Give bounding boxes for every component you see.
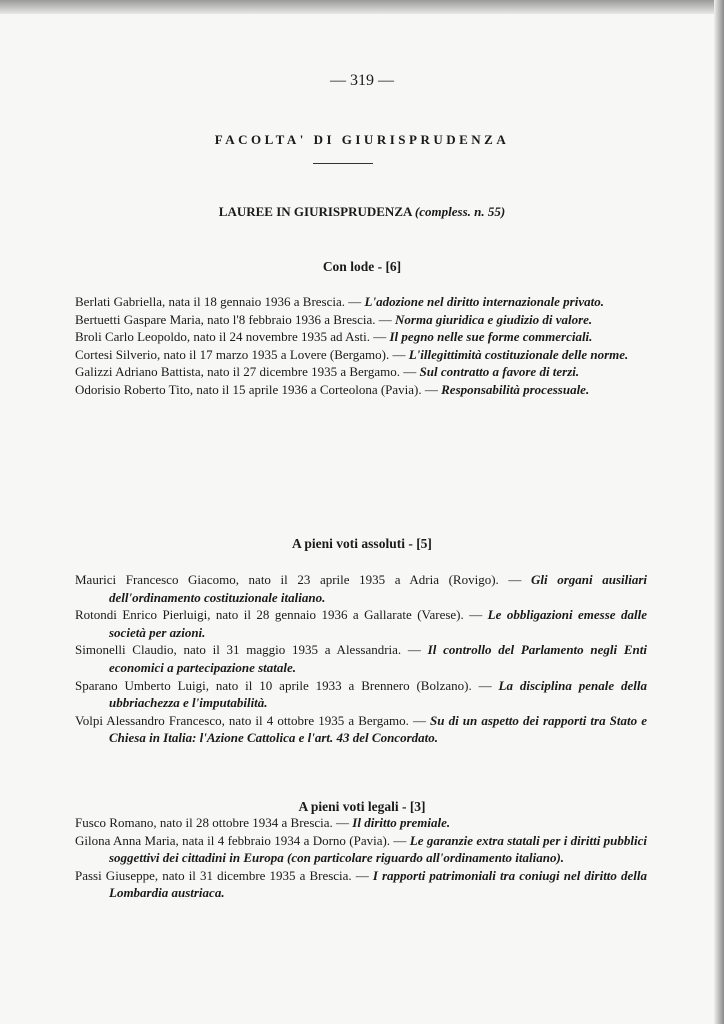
thesis-title: L'illegittimità costituzionale delle norme. — [408, 346, 629, 362]
section-title-pieni-voti-legali: A pieni voti legali - [3] — [298, 799, 426, 814]
thesis-title: Il controllo del Parlamento negli Enti economici a partecipazione statale. — [109, 642, 647, 675]
person: Passi Giuseppe, nato il 31 dicembre 1935 a Brescia. — — [75, 867, 373, 883]
thesis-title: Gli organi ausiliari dell'ordinamento costituzionale italiano. — [109, 572, 648, 605]
thesis-title: Le garanzie extra statali per i diritti pubblici soggettivi dei cittadini in Europa (con particolare riguardo all'ordinamento italiano). — [109, 832, 647, 866]
section-list-pieni-voti-legali — [75, 814, 647, 902]
person: Berlati Gabriella, nata il 18 gennaio 1936 a Brescia. — — [75, 294, 365, 309]
person: Fusco Romano, nato il 28 ottobre 1934 a Brescia. — — [75, 815, 353, 830]
person: Rotondi Enrico Pierluigi, nato il 28 gennaio 1936 a Gallarate (Varese). — — [75, 607, 488, 623]
thesis-title: Le obbligazioni emesse dalle società per azioni. — [109, 607, 647, 640]
list-item — [75, 867, 647, 902]
thesis-title: Su di un aspetto dei rapporti tra Stato e Chiesa in Italia: l'Azione Cattolica e l'art. 43 del Concordato. — [109, 712, 647, 746]
person: Maurici Francesco Giacomo, nato il 23 aprile 1935 a Adria (Rovigo). — — [75, 572, 531, 587]
page-number: — 319 — — [330, 72, 394, 89]
list-item — [75, 641, 647, 676]
list-item — [75, 571, 647, 606]
list-item — [75, 606, 647, 641]
thesis-title: Sul contratto a favore di terzi. — [419, 364, 580, 380]
list-item — [75, 363, 647, 381]
scan-top-edge — [0, 0, 724, 14]
list-item — [75, 293, 647, 311]
list-item — [75, 311, 647, 329]
list-item — [75, 381, 647, 399]
person: Volpi Alessandro Francesco, nato il 4 ottobre 1935 a Bergamo. — — [75, 712, 431, 728]
thesis-title: Norma giuridica e giudizio di valore. — [395, 311, 593, 327]
list-item — [75, 832, 647, 867]
thesis-title: Il diritto premiale. — [352, 815, 451, 830]
list-item — [75, 677, 647, 712]
person: Odorisio Roberto Tito, nato il 15 aprile 1936 a Corteolona (Pavia). — — [75, 381, 442, 397]
section-title-pieni-voti-assoluti: A pieni voti assoluti - [5] — [292, 536, 432, 551]
person: Broli Carlo Leopoldo, nato il 24 novembre 1935 ad Asti. — — [75, 329, 390, 345]
person: Galizzi Adriano Battista, nato il 27 dicembre 1935 a Bergamo. — — [75, 364, 420, 380]
faculty-heading: FACOLTA' DI GIURISPRUDENZA — [214, 132, 510, 147]
list-item — [75, 814, 647, 832]
person: Simonelli Claudio, nato il 31 maggio 1935 a Alessandria. — — [75, 642, 428, 658]
lauree-heading — [0, 204, 724, 220]
person: Cortesi Silverio, nato il 17 marzo 1935 a Lovere (Bergamo). — — [75, 346, 409, 362]
thesis-title: Il pegno nelle sue forme commerciali. — [389, 329, 593, 345]
list-item — [75, 328, 647, 346]
section-list-con-lode — [75, 293, 647, 399]
scan-right-edge — [714, 0, 724, 1024]
thesis-title: L'adozione nel diritto internazionale privato. — [364, 294, 604, 309]
list-item — [75, 712, 647, 747]
thesis-title: I rapporti patrimoniali tra coniugi nel diritto della Lombardia austriaca. — [109, 867, 647, 901]
person: Bertuetti Gaspare Maria, nato l'8 febbraio 1936 a Brescia. — — [75, 311, 396, 327]
thesis-title: La disciplina penale della ubbriachezza e l'imputabilità. — [109, 677, 647, 711]
person: Sparano Umberto Luigi, nato il 10 aprile 1933 a Brennero (Bolzano). — — [75, 677, 499, 693]
lauree-count: (compless. n. 55) — [414, 204, 506, 219]
section-list-pieni-voti-assoluti — [75, 571, 647, 747]
thesis-title: Responsabilità processuale. — [441, 381, 590, 397]
section-title-con-lode: Con lode - [6] — [322, 259, 402, 274]
lauree-title: LAUREE IN GIURISPRUDENZA — [218, 204, 412, 219]
person: Gilona Anna Maria, nata il 4 febbraio 1934 a Dorno (Pavia). — — [75, 832, 410, 848]
list-item — [75, 346, 647, 364]
heading-divider — [313, 163, 373, 164]
